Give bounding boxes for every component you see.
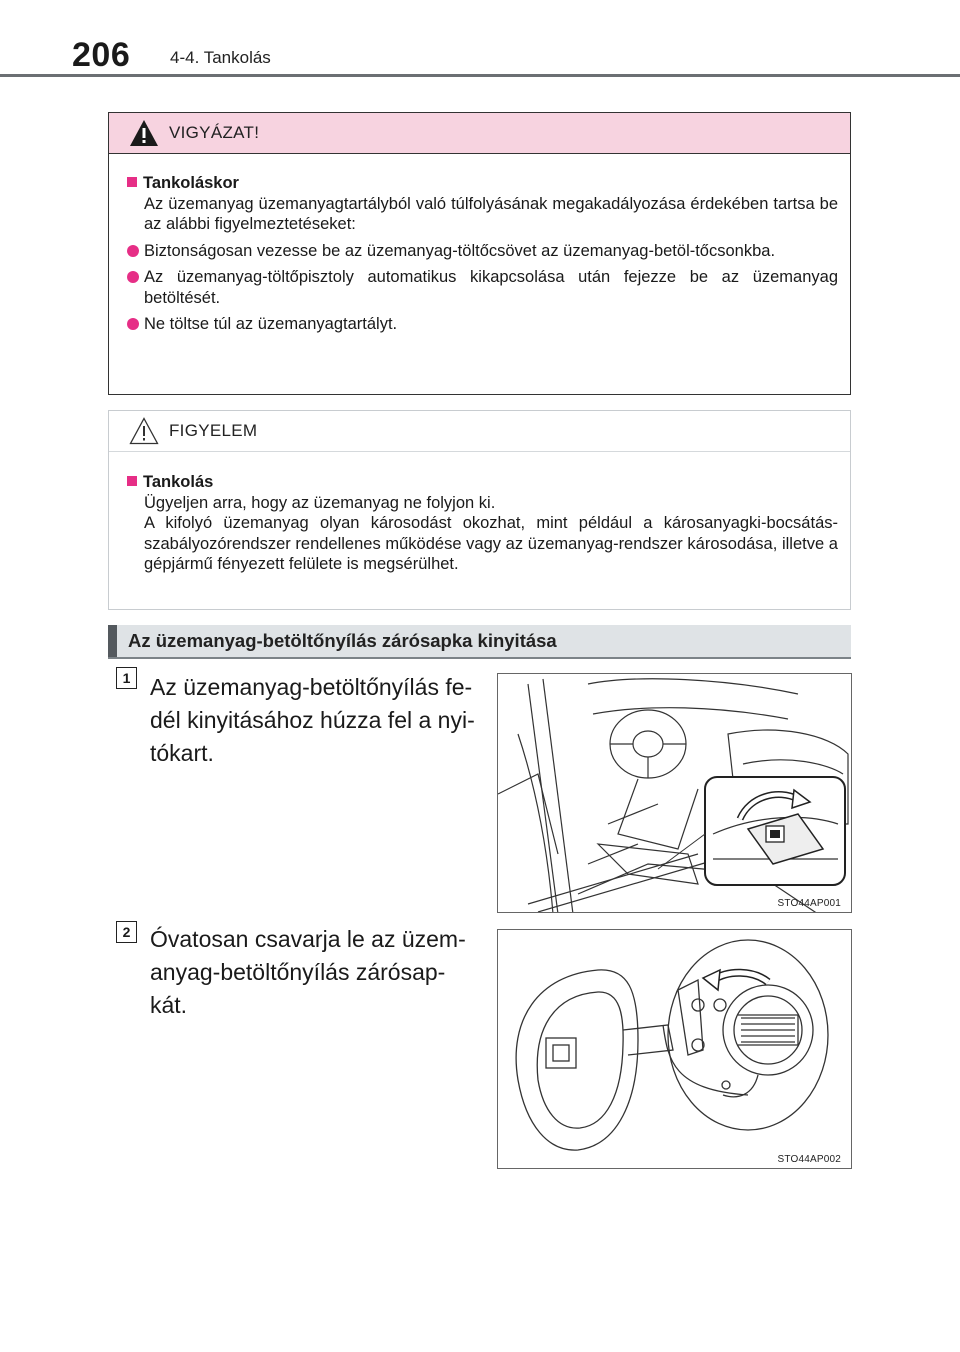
figure-fuel-cap xyxy=(497,929,852,1169)
caution-box xyxy=(108,112,851,395)
notice-header xyxy=(109,411,850,452)
caution-header xyxy=(109,113,850,154)
figure-label: STO44AP001 xyxy=(777,898,841,909)
step-text: Óvatosan csavarja le az üzem-anyag-betöltőnyílás zárósap-kát. xyxy=(150,926,466,1018)
caution-item-title: Tankoláskor xyxy=(143,174,239,192)
heading-accent xyxy=(108,625,117,657)
section-heading-bar xyxy=(108,625,851,659)
notice-title: FIGYELEM xyxy=(169,421,258,440)
notice-body xyxy=(127,472,838,575)
caution-bullet xyxy=(127,314,838,335)
notice-line: A kifolyó üzemanyag olyan károsodást okozhat, mint például a károsanyagki-bocsátás-szabályozórendszer rendellenes működése vagy az üzemanyag-rendszer károsodása, illetve a gépjármű fényezett felülete is megsérülhet. xyxy=(144,514,838,573)
square-bullet-icon xyxy=(127,177,137,187)
bullet-dot-icon xyxy=(127,245,139,257)
bullet-dot-icon xyxy=(127,318,139,330)
notice-icon xyxy=(129,417,159,445)
caution-bullet-text: Ne töltse túl az üzemanyagtartályt. xyxy=(144,315,398,333)
caution-bullet-text: Biztonságosan vezesse be az üzemanyag-töltőcsövet az üzemanyag-betöl-tőcsonkba. xyxy=(144,241,776,260)
caution-bullet xyxy=(127,241,838,262)
caution-title: VIGYÁZAT! xyxy=(169,123,260,142)
step-number: 2 xyxy=(116,921,137,943)
caution-intro: Az üzemanyag üzemanyagtartályból való túlfolyásának megakadályozása érdekében tartsa be az alábbi figyelmeztetéseket: xyxy=(144,194,838,233)
page-number: 206 xyxy=(72,36,131,74)
figure-fuel-door-lever xyxy=(497,673,852,913)
notice-item-title: Tankolás xyxy=(143,473,214,491)
square-bullet-icon xyxy=(127,476,137,486)
page-header xyxy=(0,0,960,80)
fuel-cap-illustration xyxy=(498,930,852,1169)
notice-line: Ügyeljen arra, hogy az üzemanyag ne folyjon ki. xyxy=(144,493,496,512)
notice-box xyxy=(108,410,851,610)
figure-label: STO44AP002 xyxy=(777,1154,841,1165)
warning-icon xyxy=(129,119,159,147)
bullet-dot-icon xyxy=(127,271,139,283)
caution-body xyxy=(127,173,838,335)
header-rule xyxy=(0,74,960,77)
car-interior-illustration xyxy=(498,674,852,913)
section-title: 4-4. Tankolás xyxy=(170,48,271,67)
step-number: 1 xyxy=(116,667,137,689)
caution-bullet-text: Az üzemanyag-töltőpisztoly automatikus kikapcsolása után fejezze be az üzemanyag betöltését. xyxy=(144,268,838,307)
section-heading: Az üzemanyag-betöltőnyílás zárósapka kinyitása xyxy=(128,630,557,651)
caution-bullet xyxy=(127,267,838,308)
step-text: Az üzemanyag-betöltőnyílás fe-dél kinyitásához húzza fel a nyi-tókart. xyxy=(150,674,475,766)
